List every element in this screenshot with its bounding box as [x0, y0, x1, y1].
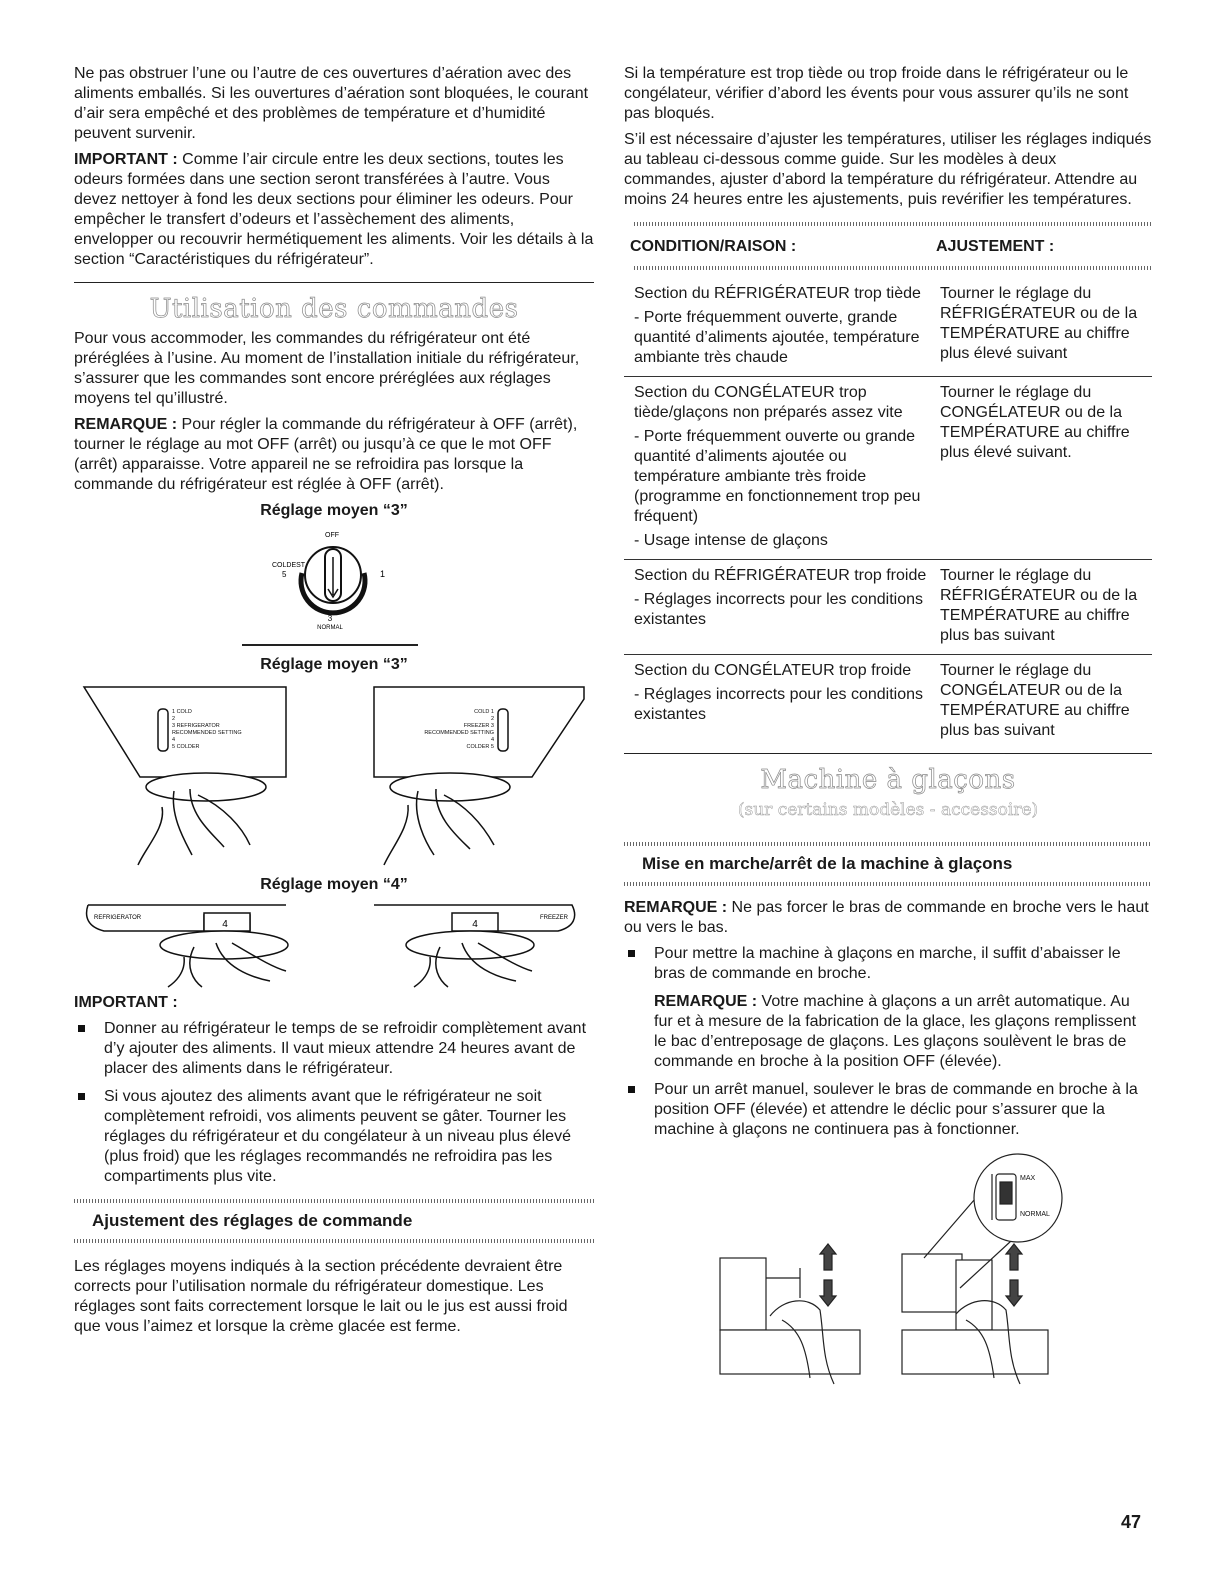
svg-text:4: 4: [172, 737, 176, 743]
svg-text:2: 2: [172, 716, 176, 722]
table-row: Section du CONGÉLATEUR trop tiède/glaçons non préparés assez vite - Porte fréquemment ouverte ou grande quantité d’aliments ajoutée ou température ambiante très froide (programme en fonctionnement trop peu fréquent) - Usage intense de glaçons Tourner le réglage du CONGÉLATEUR ou de la TEMPÉRATURE au chiffre plus élevé suivant.: [624, 377, 1152, 560]
ice-max-label: MAX: [1020, 1175, 1036, 1182]
condition-header: CONDITION/RAISON :: [630, 238, 797, 255]
dial-illustration: [74, 523, 594, 653]
svg-text:1 COLD: 1 COLD: [172, 709, 192, 715]
freezer-value: 4: [472, 919, 478, 930]
intro-paragraph: Ne pas obstruer l’une ou l’autre de ces ouvertures d’aération avec des aliments emballés. Si les ouvertures d’aération sont bloquées, le courant d’air sera empêché et des problèmes de température et d’humidité peuvent survenir.: [74, 65, 589, 142]
dial-one-label: 1: [380, 569, 386, 579]
controls-paragraph: Pour vous accommoder, les commandes du réfrigérateur ont été préréglées à l’usine. Au moment de l’installation initiale du réfrigérateur, s’assurer que les commandes sont encore préréglées aux réglages moyens tel qu’illustré.: [74, 330, 580, 407]
adjust-paragraph: Les réglages moyens indiqués à la section précédente devraient être corrects pour l’utilisation normale du réfrigérateur domestique. Les réglages sont faits correctement lorsque le lait ou le jus est aussi froid que vous l’aimez et lorsque la crème glacée est ferme.: [74, 1258, 568, 1335]
important-heading: IMPORTANT :: [74, 994, 178, 1011]
condition-table: [624, 216, 1152, 754]
section-divider: [74, 282, 594, 283]
remarque-text: Pour régler la commande du réfrigérateur à OFF (arrêt), tourner le réglage au mot OFF (arrêt) ou jusqu’à ce que le mot OFF (arrêt) apparaisse. Votre appareil ne se refroidira pas lorsque la commande du réfrigérateur est réglée à OFF (arrêt).: [74, 416, 578, 493]
important-label: IMPORTANT :: [74, 151, 178, 168]
important-text: Comme l’air circule entre les deux sections, toutes les odeurs formées dans une section seront transférées à l’autre. Vous devez nettoyer à fond les deux sections pour éliminer les odeurs. Pour empêcher le transfert d’odeurs et l’assèchement des aliments, envelopper ou recouvrir hermétiquement les aliments. Voir les détails à la section “Caractéristiques du réfrigérateur”.: [74, 151, 594, 268]
slider-control-illustration-3: [74, 677, 594, 873]
right-column: [624, 64, 1152, 1388]
figure-caption-dial: Réglage moyen “3”: [260, 502, 408, 519]
section-title-controls: Utilisation des commandes: [149, 294, 519, 324]
table-row: Section du RÉFRIGÉRATEUR trop froide - Réglages incorrects pour les conditions existantes Tourner le réglage du RÉFRIGÉRATEUR ou de la TEMPÉRATURE au chiffre plus bas suivant: [624, 560, 1152, 655]
dial-three-label: 3: [327, 614, 333, 623]
important-paragraph: [74, 150, 594, 270]
adjust-temperatures-paragraph: S’il est nécessaire d’ajuster les températures, utiliser les réglages indiqués au tableau ci-dessous comme guide. Sur les modèles à deux commandes, ajuster d’abord la température du réfrigérateur. Attendre au moins 24 heures entre les ajustements, puis revérifier les températures.: [624, 131, 1152, 208]
svg-text:5 COLDER: 5 COLDER: [172, 744, 200, 750]
table-row: Section du CONGÉLATEUR trop froide - Réglages incorrects pour les conditions existantes Tourner le réglage du CONGÉLATEUR ou de la TEMPÉRATURE au chiffre plus bas suivant: [624, 655, 1152, 754]
figure-caption-slider-4: Réglage moyen “4”: [260, 876, 408, 893]
page-number: 47: [1120, 1512, 1141, 1532]
dial-normal-label: NORMAL: [317, 625, 343, 631]
important-list: [74, 1019, 594, 1187]
remarque-label: REMARQUE :: [74, 416, 178, 433]
ice-maker-illustration: [624, 1148, 1152, 1388]
list-item: Pour mettre la machine à glaçons en marche, il suffit d’abaisser le bras de commande en broche. REMARQUE : Votre machine à glaçons a un arrêt automatique. Au fur et à mesure de la fabrication de la glace, les glaçons remplissent le bac d’entreposage de glaçons. Les glaçons soulèvent le bras de commande en broche à la position OFF (élevée).: [624, 944, 1152, 1072]
dial-five-label: 5: [282, 570, 287, 579]
freezer-label: FREEZER: [539, 915, 568, 921]
svg-text:2: 2: [490, 716, 494, 722]
table-header-row: [624, 234, 1152, 260]
table-row: Section du RÉFRIGÉRATEUR trop tiède - Porte fréquemment ouverte, grande quantité d’aliments ajoutée, température ambiante très chaude Tourner le réglage du RÉFRIGÉRATEUR ou de la TEMPÉRATURE au chiffre plus élevé suivant: [634, 285, 1138, 366]
list-item: Si vous ajoutez des aliments avant que le réfrigérateur ne soit complètement refroidi, vos aliments peuvent se gâter. Tourner les réglages du réfrigérateur et du congélateur à un niveau plus élevé (plus froid) que les réglages recommandés ne refroidira pas les compartiments plus vite.: [74, 1087, 594, 1187]
svg-text:FREEZER 3: FREEZER 3: [463, 723, 494, 729]
refrigerator-label: REFRIGERATOR: [94, 915, 142, 921]
svg-text:RECOMMENDED SETTING: RECOMMENDED SETTING: [424, 730, 494, 736]
section-title-ice-maker: Machine à glaçons: [760, 765, 1016, 795]
remarque-paragraph: [74, 415, 594, 495]
figure-caption-slider-3: Réglage moyen “3”: [260, 656, 408, 673]
ice-heading: Mise en marche/arrêt de la machine à glaçons: [642, 854, 1013, 873]
list-item: Donner au réfrigérateur le temps de se refroidir complètement avant d’y ajouter des aliments. Il vaut mieux attendre 24 heures avant de placer des aliments dans le réfrigérateur.: [74, 1019, 594, 1079]
svg-text:COLDER 5: COLDER 5: [466, 744, 494, 750]
svg-text:RECOMMENDED SETTING: RECOMMENDED SETTING: [172, 730, 242, 736]
dial-coldest-label: COLDEST: [272, 562, 306, 569]
refrigerator-value: 4: [222, 919, 228, 930]
dial-off-label: OFF: [325, 532, 339, 539]
adjust-heading: Ajustement des réglages de commande: [92, 1211, 413, 1230]
ice-note-paragraph: REMARQUE : Ne pas forcer le bras de commande en broche vers le haut ou vers le bas.: [624, 899, 1149, 936]
left-column: [74, 64, 594, 1343]
list-item: Pour un arrêt manuel, soulever le bras de commande en broche à la position OFF (élevée) et attendre le déclic pour s’assurer que la machine à glaçons ne continuera pas à fonctionner.: [624, 1080, 1152, 1140]
ice-list: [624, 944, 1152, 1140]
svg-text:4: 4: [490, 737, 494, 743]
section-subtitle-ice-maker: (sur certains modèles - accessoire): [737, 800, 1039, 820]
svg-text:COLD 1: COLD 1: [474, 709, 494, 715]
temperature-paragraph: Si la température est trop tiède ou trop froide dans le réfrigérateur ou le congélateur, vérifier d’abord les évents pour vous assurer qu’ils ne sont pas bloqués.: [624, 65, 1129, 122]
svg-text:3 REFRIGERATOR: 3 REFRIGERATOR: [172, 723, 220, 729]
ice-normal-label: NORMAL: [1020, 1211, 1050, 1218]
slider-control-illustration-4: [74, 897, 594, 989]
adjust-header: AJUSTEMENT :: [936, 238, 1055, 255]
